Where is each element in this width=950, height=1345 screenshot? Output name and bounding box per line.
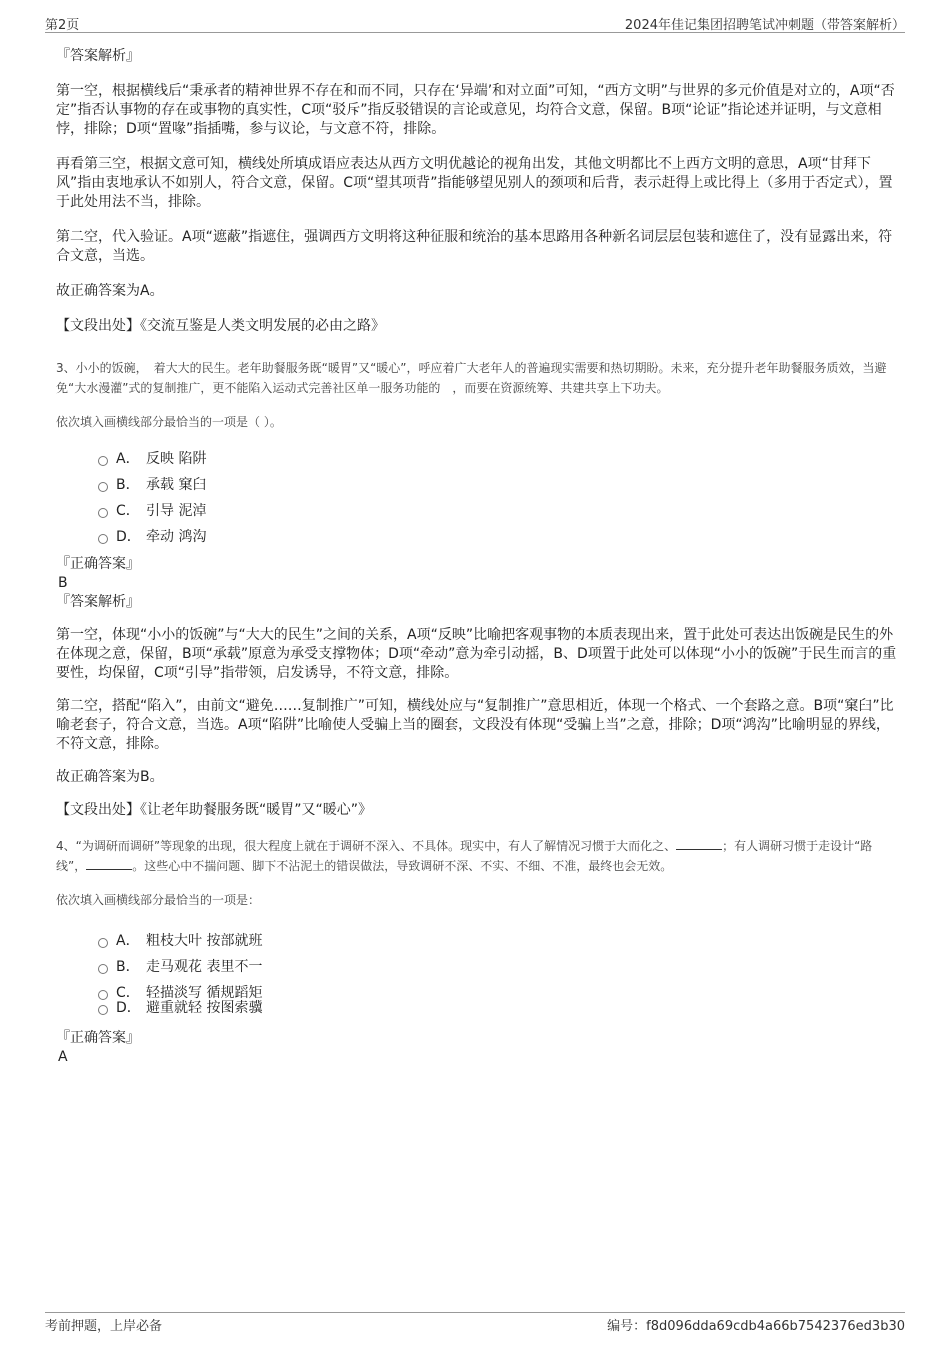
option-b[interactable]: B． 走马观花 表里不一 [98,954,900,980]
radio-button[interactable] [98,456,108,466]
document-title: 2024年佳记集团招聘笔试冲刺题（带答案解析） [624,18,905,33]
source-citation: 【文段出处】《交流互鉴是人类文明发展的必由之路》 [56,318,385,334]
page-number: 第2页 [45,18,80,33]
analysis-label: 『答案解析』 [56,594,140,610]
option-list [56,928,900,1016]
page-content [56,44,900,1066]
fill-blank [676,837,722,850]
fill-blank [86,857,132,870]
radio-button[interactable] [98,482,108,492]
option-c[interactable]: C． 轻描淡写 循规蹈矩 [98,986,900,1000]
analysis-conclusion: 故正确答案为A。 [56,283,164,299]
option-c[interactable]: C． 引导 泥淖 [98,498,900,524]
option-a[interactable]: A． 反映 陷阱 [98,446,900,472]
page-footer [45,1312,905,1334]
analysis-conclusion: 故正确答案为B。 [56,769,164,785]
footer-slogan: 考前押题，上岸必备 [45,1319,163,1334]
analysis-paragraph: 第一空，根据横线后“秉承者的精神世界不存在和而不同，只存在‘异端’和对立面”可知，“西方文明”与世界的多元价值是对立的，A项“否定”指否认事物的存在或事物的真实性，C项“驳斥”指反驳错误的言论或意见，均符合文意，保留。B项“论证”指论述并证明，与文意相悖，排除；D项“置喙”指插嘴，参与议论，与文意不符，排除。 [56,83,895,137]
option-b[interactable]: B． 承载 窠臼 [98,472,900,498]
radio-button[interactable] [98,964,108,974]
radio-button[interactable] [98,508,108,518]
radio-button[interactable] [98,1005,108,1015]
radio-button[interactable] [98,990,108,1000]
option-list [56,446,900,550]
correct-answer: B [58,575,68,591]
source-citation: 【文段出处】《让老年助餐服务既“暖胃”又“暖心”》 [56,802,373,818]
option-a[interactable]: A． 粗枝大叶 按部就班 [98,928,900,954]
page-header [45,14,905,33]
analysis-label: 『答案解析』 [56,48,140,64]
option-d[interactable]: D． 牵动 鸿沟 [98,524,900,550]
question-prompt: 依次填入画横线部分最恰当的一项是（ ）。 [56,415,282,429]
question-stem: 4、“为调研而调研”等现象的出现，很大程度上就在于调研不深入、不具体。现实中，有人了解情况习惯于大而化之、 ；有人调研习惯于走设计“路线”， 。这些心中不揣问题、脚下不沾泥土的错误做法，导致调研不深、不实、不细、不准，最终也会无效。 [56,839,873,873]
analysis-paragraph: 再看第三空，根据文意可知，横线处所填成语应表达从西方文明优越论的视角出发，其他文明都比不上西方文明的意思，A项“甘拜下风”指由衷地承认不如别人，符合文意，保留。C项“望其项背”指能够望见别人的颈项和后背，表示赶得上或比得上（多用于否定式），置于此处用法不当，排除。 [56,156,893,210]
radio-button[interactable] [98,534,108,544]
analysis-paragraph: 第二空，代入验证。A项“遮蔽”指遮住，强调西方文明将这种征服和统治的基本思路用各种新名词层层包装和遮住了，没有显露出来，符合文意，当选。 [56,229,893,264]
option-d[interactable]: D． 避重就轻 按图索骥 [98,1000,900,1016]
document-id: 编号：f8d096dda69cdb4a66b7542376ed3b30 [607,1319,905,1334]
correct-answer: A [58,1049,68,1065]
question-prompt: 依次填入画横线部分最恰当的一项是： [56,893,261,907]
correct-answer-label: 『正确答案』 [56,556,140,572]
analysis-paragraph: 第一空，体现“小小的饭碗”与“大大的民生”之间的关系，A项“反映”比喻把客观事物的本质表现出来，置于此处可表达出饭碗是民生的外在体现之意，保留，B项“承载”原意为承受支撑物体；D项“牵动”意为牵引动摇，B、D项置于此处可以体现“小小的饭碗”于民生而言的重要性，均保留，C项“引导”指带领，启发诱导，不符文意，排除。 [56,627,897,681]
correct-answer-label: 『正确答案』 [56,1030,140,1046]
radio-button[interactable] [98,938,108,948]
analysis-paragraph: 第二空，搭配“陷入”，由前文“避免……复制推广”可知，横线处应与“复制推广”意思相近，体现一个格式、一个套路之意。B项“窠臼”比喻老套子，符合文意，当选。A项“陷阱”比喻使人受骗上当的圈套，文段没有体现“受骗上当”之意，排除；D项“鸿沟”比喻明显的界线，不符文意，排除。 [56,698,894,752]
question-stem: 3、小小的饭碗， 着大大的民生。老年助餐服务既“暖胃”又“暖心”，呼应着广大老年人的普遍现实需要和热切期盼。未来，充分提升老年助餐服务质效，当避免“大水漫灌”式的复制推广，更不能陷入运动式完善社区单一服务功能的 ，而要在资源统筹、共建共享上下功夫。 [56,361,887,395]
